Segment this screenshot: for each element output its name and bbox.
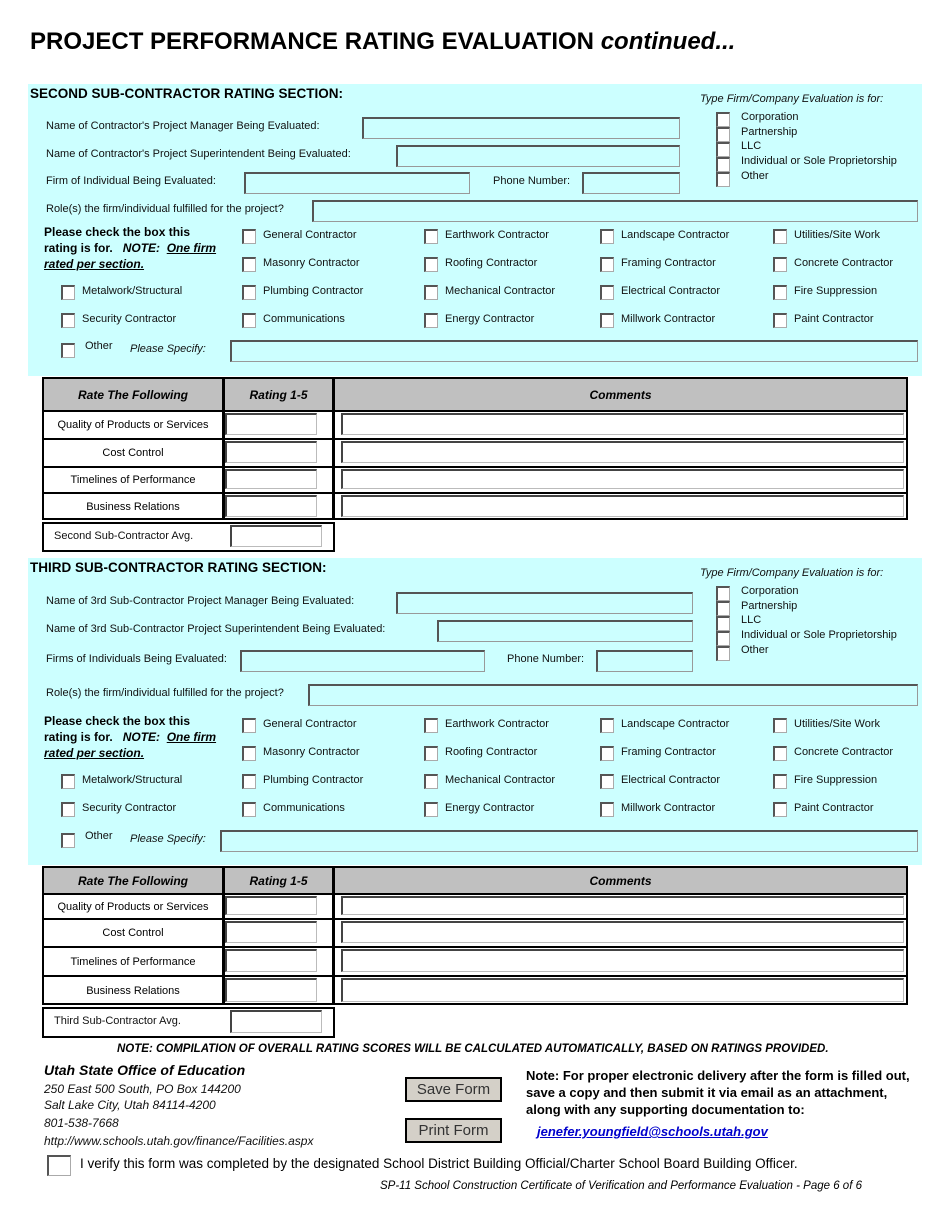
third-role-label: Plumbing Contractor bbox=[263, 774, 364, 786]
second-role-checkbox[interactable] bbox=[600, 285, 614, 300]
verify-checkbox[interactable] bbox=[47, 1155, 71, 1176]
third-role-checkbox[interactable] bbox=[242, 718, 256, 733]
third-section-heading: THIRD SUB-CONTRACTOR RATING SECTION: bbox=[30, 560, 327, 575]
second-role-label: Framing Contractor bbox=[621, 257, 716, 269]
third-role-label: Roofing Contractor bbox=[445, 746, 538, 758]
second-role-checkbox[interactable] bbox=[242, 257, 256, 272]
third-role-label: Fire Suppression bbox=[794, 774, 878, 786]
third-firm-type-checkbox[interactable] bbox=[716, 646, 730, 661]
second-role-checkbox[interactable] bbox=[600, 229, 614, 244]
second-criterion-label: Quality of Products or Services bbox=[42, 410, 222, 438]
second-comment-input[interactable] bbox=[341, 469, 904, 489]
title-suffix: continued... bbox=[600, 28, 736, 55]
third-role-label: General Contractor bbox=[263, 718, 357, 730]
third-role-label: Utilities/Site Work bbox=[794, 718, 880, 730]
third-firm-input[interactable] bbox=[240, 650, 485, 672]
t: One firm bbox=[166, 241, 217, 255]
check-note-line2 bbox=[44, 240, 216, 256]
second-table-header: Comments bbox=[332, 377, 908, 410]
second-criterion-label: Cost Control bbox=[42, 438, 222, 466]
t: NOTE bbox=[122, 730, 157, 744]
t: : bbox=[156, 730, 161, 744]
third-firm-type-label: Corporation bbox=[741, 585, 799, 597]
check-note-line1: Please check the box this bbox=[44, 225, 191, 239]
third-other-role-label: Other bbox=[85, 830, 113, 842]
second-role-checkbox[interactable] bbox=[424, 285, 438, 300]
third-role-checkbox[interactable] bbox=[424, 774, 438, 789]
second-avg-label: Second Sub-Contractor Avg. bbox=[54, 530, 194, 542]
second-role-label: Earthwork Contractor bbox=[445, 229, 549, 241]
third-firm-type-checkbox[interactable] bbox=[716, 601, 730, 616]
page-title bbox=[30, 28, 735, 56]
third-comment-input[interactable] bbox=[341, 978, 904, 1002]
third-role-checkbox[interactable] bbox=[61, 802, 75, 817]
third-role-label: Paint Contractor bbox=[794, 802, 874, 814]
second-role-checkbox[interactable] bbox=[600, 313, 614, 328]
third-role-checkbox[interactable] bbox=[773, 774, 787, 789]
second-firm-type-label: Partnership bbox=[741, 125, 798, 138]
second-role-label: Concrete Contractor bbox=[794, 257, 894, 269]
second-superintendent-label: Name of Contractor's Project Superintendent Being Evaluated: bbox=[46, 148, 351, 160]
third-superintendent-label: Name of 3rd Sub-Contractor Project Superintendent Being Evaluated: bbox=[46, 623, 386, 635]
second-role-checkbox[interactable] bbox=[600, 257, 614, 272]
delivery-note: Note: For proper electronic delivery after the form is filled out, save a copy and then submit it via email as an attachment, along with any supporting documentation to: bbox=[526, 1068, 910, 1117]
second-role-checkbox[interactable] bbox=[773, 313, 787, 328]
third-role-checkbox[interactable] bbox=[600, 802, 614, 817]
third-role-checkbox[interactable] bbox=[242, 774, 256, 789]
third-roles-input[interactable] bbox=[308, 684, 918, 706]
third-role-checkbox[interactable] bbox=[424, 802, 438, 817]
third-other-role-checkbox[interactable] bbox=[61, 833, 75, 848]
second-role-label: Roofing Contractor bbox=[445, 257, 538, 269]
third-role-label: Masonry Contractor bbox=[263, 746, 360, 758]
third-role-checkbox[interactable] bbox=[773, 718, 787, 733]
second-specify-label: Please Specify: bbox=[130, 343, 206, 355]
second-other-role-checkbox[interactable] bbox=[61, 343, 75, 358]
page-footer: SP-11 School Construction Certificate of Verification and Performance Evaluation - Page 6 of 6 bbox=[380, 1180, 862, 1192]
third-criterion-label: Timelines of Performance bbox=[42, 946, 222, 975]
second-avg-input[interactable] bbox=[230, 525, 322, 547]
second-criterion-label: Business Relations bbox=[42, 492, 222, 520]
save-form-button[interactable]: Save Form bbox=[405, 1077, 502, 1102]
check-note-line3 bbox=[44, 256, 216, 272]
third-phone-input[interactable] bbox=[596, 650, 693, 672]
third-superintendent-input[interactable] bbox=[437, 620, 693, 642]
third-role-checkbox[interactable] bbox=[424, 746, 438, 761]
third-criterion-label: Quality of Products or Services bbox=[42, 893, 222, 918]
third-rating-input[interactable] bbox=[225, 949, 317, 972]
second-role-label: Utilities/Site Work bbox=[794, 229, 880, 241]
second-firm-type-checkbox[interactable] bbox=[716, 112, 730, 127]
t: NOTE bbox=[122, 241, 157, 255]
second-section-heading: SECOND SUB-CONTRACTOR RATING SECTION: bbox=[30, 86, 343, 101]
third-role-label: Security Contractor bbox=[82, 802, 177, 814]
second-comment-input[interactable] bbox=[341, 441, 904, 463]
third-phone-label: Phone Number: bbox=[507, 653, 585, 665]
address-line-1: 250 East 500 South, PO Box 144200 bbox=[44, 1082, 241, 1096]
third-role-checkbox[interactable] bbox=[242, 746, 256, 761]
check-note-line1: Please check the box this bbox=[44, 714, 191, 728]
second-rating-input[interactable] bbox=[225, 413, 317, 435]
third-role-label: Millwork Contractor bbox=[621, 802, 716, 814]
second-role-checkbox[interactable] bbox=[61, 285, 75, 300]
second-role-checkbox[interactable] bbox=[242, 313, 256, 328]
second-phone-label: Phone Number: bbox=[493, 175, 571, 187]
second-firm-type-label: Other bbox=[741, 169, 769, 182]
org-url: http://www.schools.utah.gov/finance/Facilities.aspx bbox=[44, 1134, 314, 1148]
t: rating is for. bbox=[44, 730, 113, 744]
second-role-label: Masonry Contractor bbox=[263, 257, 360, 269]
third-firm-label: Firms of Individuals Being Evaluated: bbox=[46, 653, 227, 665]
third-specify-label: Please Specify: bbox=[130, 833, 206, 845]
third-firm-type-checkbox[interactable] bbox=[716, 631, 730, 646]
third-role-checkbox[interactable] bbox=[773, 746, 787, 761]
third-criterion-label: Cost Control bbox=[42, 918, 222, 946]
second-firm-type-label: Individual or Sole Proprietorship bbox=[741, 155, 897, 168]
second-role-checkbox[interactable] bbox=[773, 257, 787, 272]
third-table-header: Comments bbox=[332, 866, 908, 893]
second-role-checkbox[interactable] bbox=[773, 229, 787, 244]
second-role-checkbox[interactable] bbox=[424, 229, 438, 244]
third-project-manager-label: Name of 3rd Sub-Contractor Project Manager Being Evaluated: bbox=[46, 595, 355, 607]
verify-label: I verify this form was completed by the designated School District Building Official/Charter School Board Building Officer. bbox=[80, 1156, 798, 1171]
third-role-checkbox[interactable] bbox=[600, 746, 614, 761]
second-type-firm-label: Type Firm/Company Evaluation is for: bbox=[700, 93, 884, 105]
third-firm-type-label: Individual or Sole Proprietorship bbox=[741, 629, 897, 642]
third-comment-input[interactable] bbox=[341, 896, 904, 915]
second-firm-type-label: LLC bbox=[741, 140, 762, 153]
second-project-manager-label: Name of Contractor's Project Manager Being Evaluated: bbox=[46, 120, 320, 132]
second-role-label: General Contractor bbox=[263, 229, 357, 241]
third-role-label: Metalwork/Structural bbox=[82, 774, 183, 786]
second-role-checkbox[interactable] bbox=[61, 313, 75, 328]
second-role-checkbox[interactable] bbox=[424, 313, 438, 328]
third-firm-type-checkbox[interactable] bbox=[716, 586, 730, 601]
third-avg-label: Third Sub-Contractor Avg. bbox=[54, 1015, 181, 1027]
third-role-label: Concrete Contractor bbox=[794, 746, 894, 758]
second-rating-input[interactable] bbox=[225, 469, 317, 489]
third-table-header: Rating 1-5 bbox=[222, 866, 332, 893]
second-role-checkbox[interactable] bbox=[773, 285, 787, 300]
second-phone-input[interactable] bbox=[582, 172, 680, 194]
third-role-checkbox[interactable] bbox=[424, 718, 438, 733]
address-line-2: Salt Lake City, Utah 84114-4200 bbox=[44, 1098, 216, 1112]
third-role-label: Framing Contractor bbox=[621, 746, 716, 758]
third-rating-input[interactable] bbox=[225, 896, 317, 915]
second-role-label: Communications bbox=[263, 313, 345, 325]
second-role-label: Millwork Contractor bbox=[621, 313, 716, 325]
second-firm-input[interactable] bbox=[244, 172, 470, 194]
third-check-note bbox=[44, 713, 216, 761]
second-firm-type-checkbox[interactable] bbox=[716, 157, 730, 172]
second-rating-input[interactable] bbox=[225, 441, 317, 463]
third-role-checkbox[interactable] bbox=[600, 774, 614, 789]
third-comment-input[interactable] bbox=[341, 921, 904, 943]
second-role-label: Metalwork/Structural bbox=[82, 285, 183, 297]
second-project-manager-input[interactable] bbox=[362, 117, 680, 139]
third-role-label: Electrical Contractor bbox=[621, 774, 721, 786]
second-criterion-label: Timelines of Performance bbox=[42, 466, 222, 492]
second-role-label: Security Contractor bbox=[82, 313, 177, 325]
third-roles-label: Role(s) the firm/individual fulfilled for the project? bbox=[46, 687, 284, 699]
third-rating-input[interactable] bbox=[225, 978, 317, 1002]
third-table-header: Rate The Following bbox=[42, 866, 222, 893]
second-role-checkbox[interactable] bbox=[424, 257, 438, 272]
t: rated per section. bbox=[44, 257, 145, 271]
second-comment-input[interactable] bbox=[341, 413, 904, 435]
second-table-header: Rating 1-5 bbox=[222, 377, 332, 410]
t: rating is for. bbox=[44, 241, 113, 255]
third-role-checkbox[interactable] bbox=[61, 774, 75, 789]
third-project-manager-input[interactable] bbox=[396, 592, 693, 614]
second-firm-type-label: Corporation bbox=[741, 111, 799, 123]
third-type-firm-label: Type Firm/Company Evaluation is for: bbox=[700, 567, 884, 579]
third-avg-input[interactable] bbox=[230, 1010, 322, 1033]
second-specify-input[interactable] bbox=[230, 340, 918, 362]
check-note-line2 bbox=[44, 729, 216, 745]
third-role-checkbox[interactable] bbox=[600, 718, 614, 733]
second-other-role-label: Other bbox=[85, 340, 113, 352]
second-role-label: Plumbing Contractor bbox=[263, 285, 364, 297]
second-role-checkbox[interactable] bbox=[242, 229, 256, 244]
third-role-checkbox[interactable] bbox=[242, 802, 256, 817]
second-table-header: Rate The Following bbox=[42, 377, 222, 410]
second-comment-input[interactable] bbox=[341, 495, 904, 517]
print-form-button[interactable]: Print Form bbox=[405, 1118, 502, 1143]
third-firm-type-label: LLC bbox=[741, 614, 762, 627]
third-rating-input[interactable] bbox=[225, 921, 317, 943]
second-firm-type-checkbox[interactable] bbox=[716, 127, 730, 142]
third-role-label: Landscape Contractor bbox=[621, 718, 730, 730]
second-role-checkbox[interactable] bbox=[242, 285, 256, 300]
org-name: Utah State Office of Education bbox=[44, 1062, 246, 1078]
third-firm-type-label: Partnership bbox=[741, 599, 798, 612]
second-role-label: Paint Contractor bbox=[794, 313, 874, 325]
t: : bbox=[156, 241, 161, 255]
t: rated per section. bbox=[44, 746, 145, 760]
second-rating-input[interactable] bbox=[225, 495, 317, 517]
second-superintendent-input[interactable] bbox=[396, 145, 680, 167]
second-check-note bbox=[44, 224, 216, 272]
second-role-label: Energy Contractor bbox=[445, 313, 535, 325]
third-role-label: Energy Contractor bbox=[445, 802, 535, 814]
check-note-line3 bbox=[44, 745, 216, 761]
second-firm-type-checkbox[interactable] bbox=[716, 142, 730, 157]
third-role-label: Mechanical Contractor bbox=[445, 774, 556, 786]
second-role-label: Mechanical Contractor bbox=[445, 285, 556, 297]
second-firm-label: Firm of Individual Being Evaluated: bbox=[46, 175, 216, 187]
org-phone: 801-538-7668 bbox=[44, 1116, 119, 1130]
third-firm-type-checkbox[interactable] bbox=[716, 616, 730, 631]
second-firm-type-checkbox[interactable] bbox=[716, 172, 730, 187]
third-role-checkbox[interactable] bbox=[773, 802, 787, 817]
email-link[interactable]: jenefer.youngfield@schools.utah.gov bbox=[537, 1124, 768, 1139]
third-criterion-label: Business Relations bbox=[42, 975, 222, 1005]
third-role-label: Earthwork Contractor bbox=[445, 718, 549, 730]
second-roles-input[interactable] bbox=[312, 200, 918, 222]
third-firm-type-label: Other bbox=[741, 643, 769, 656]
second-role-label: Fire Suppression bbox=[794, 285, 878, 297]
title-main: PROJECT PERFORMANCE RATING EVALUATION bbox=[30, 28, 595, 55]
second-roles-label: Role(s) the firm/individual fulfilled for the project? bbox=[46, 203, 284, 215]
second-role-label: Landscape Contractor bbox=[621, 229, 730, 241]
auto-calc-note: NOTE: COMPILATION OF OVERALL RATING SCORES WILL BE CALCULATED AUTOMATICALLY, BASED ON RATINGS PROVIDED. bbox=[117, 1043, 829, 1055]
third-role-label: Communications bbox=[263, 802, 345, 814]
t: One firm bbox=[166, 730, 217, 744]
third-comment-input[interactable] bbox=[341, 949, 904, 972]
third-specify-input[interactable] bbox=[220, 830, 918, 852]
second-role-label: Electrical Contractor bbox=[621, 285, 721, 297]
